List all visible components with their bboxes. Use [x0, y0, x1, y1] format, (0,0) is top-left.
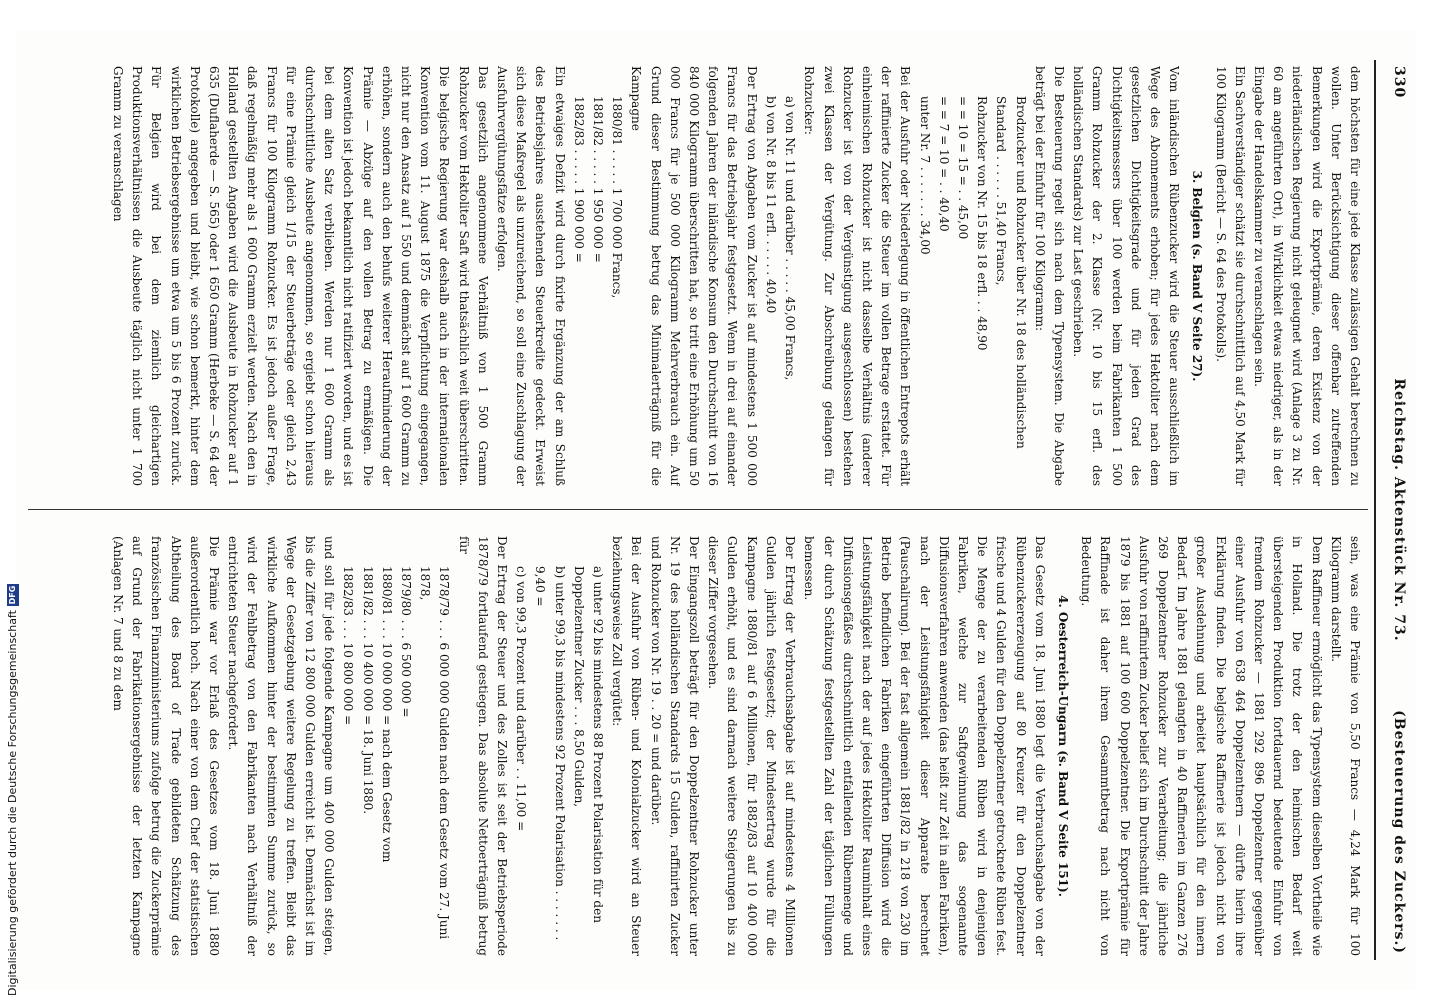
paragraph: dem höchsten für eine jede Klasse zulässigen Gehalt berechnen zu wollen. Unter Berücksichtigung dieser offenbar zutreffenden Bemerkungen wird die Exportprämie, deren Existenz von der niederländischen Regierung nicht geleugnet wird (Anlage 3 zu Nr. 60 am angeführten Ort), in Wirklichkeit etwas niedriger, als in der Eingabe der Handelskammer zu veranschlagen sein.: [1251, 66, 1362, 486]
tariff-line: 1881/82 . . . . . 1 950 000 =: [591, 96, 606, 263]
revenue-line: 1881/82 . . . 10 400 000 = 18. Juni 1880.: [360, 566, 375, 815]
right-column: [34, 536, 1364, 956]
left-column: [34, 66, 1364, 486]
paragraph: Der Ertrag der Steuer und des Zolles ist seit der Betriebsperiode 1878/79 fortlaufend gestiegen. Das absolute Nettoerträgniß betrug für: [456, 536, 510, 956]
paragraph: Der Eingangszoll beträgt für den Doppelzentner Rohzucker unter Nr. 19 des holländischen Standards 15 Gulden, raffinirten Zucker und Rohzucker von Nr. 19 . . 20 = und darüber.: [648, 536, 702, 956]
paragraph: Der Ertrag von Abgaben vom Zucker ist auf mindestens 1 500 000 Francs für das Betriebsjahr festgesetzt. Wenn in drei auf einander folgenden Jahren der inländische Konsum den Durchschnitt von 16 840 000 Kilogramm überschritten hat, so tritt eine Erhöhung um 50 000 Francs für je 500 000 Kilogramm Mehrverbrauch ein. Auf Grund dieser Bestimmung betrug das Minimalerträgniß für die Kampagne: [629, 66, 759, 486]
revenue-line: 1882/83 . . . 10 800 000 =: [341, 566, 356, 726]
tariff-line: unter Nr. 7 . . . . . . . 34,00: [917, 96, 932, 255]
tariff-line: = = 10 = 15 = . . 45,00: [955, 96, 970, 240]
tariff-line: b) von Nr. 8 bis 11 erfl. . . . . . 40,40: [763, 96, 778, 314]
paragraph: Das Gesetz vom 18. Juni 1880 legt die Verbrauchsabgabe von der Rübenzuckererzeugung auf 80 Kreuzer für den Doppelzentner frische und 4 Gulden für den Doppelzentner getrocknete Rüben fest. Die Menge der zu verarbeitenden Rüben wird in denjenigen Fabriken, welche zur Saftgewinnung das sogenannte Diffusionsverfahren anwenden (das heißt zur Zeit in allen Fabriken), nach der Leistungsfähigkeit dieser Apparate berechnet (Pauschalirung). Bei der fast allgemein 1881/82 in 218 von 230 im Betrieb befindlichen Fabriken eingeführten Diffusion wird die Leistungsfähigkeit nach der auf jedes Hektoliter Rauminhalt eines Diffusionsgefäßes durchschnittlich entfallenden Rübenmenge und der durch Schätzung festgestellten Zahl der täglichen Füllungen bemessen.: [802, 536, 1047, 956]
page-number: 330: [1391, 66, 1407, 99]
paragraph: Bei der Ausfuhr von Rüben- und Kolonialzucker wird an Steuer beziehungsweise Zoll vergütet:: [610, 536, 644, 956]
dfg-logo: DFG: [7, 585, 17, 605]
column-divider: [28, 509, 1368, 510]
digitization-credit: [6, 584, 19, 996]
paragraph: Die Besteuerung regelt sich nach dem Typensystem. Die Abgabe beträgt bei der Einfuhr für 100 Kilogramm:: [1032, 66, 1066, 486]
paragraph: sein, was eine Prämie von 5,50 Francs — 4,24 Mark für 100 Kilogramm darstellt.: [1328, 536, 1362, 956]
tariff-line: Rohzucker von Nr. 15 bis 18 erfl. . . 48,90: [975, 96, 990, 351]
tariff-line: b) unter 99,3 bis mindestens 92 Prozent Polarisation . . . . . . . 9,40 =: [533, 566, 567, 941]
section-title: (Besteuerung des Zuckers.): [1391, 710, 1407, 954]
paragraph: Vom inländischen Rübenzucker wird die Steuer ausschließlich im Wege des Abonnements erhoben; für jedes Hektoliter nach dem gesetzlichen Dichtigkeitsgrade und für jeden Grad des Dichtigkeitsmessers über 100 werden beim Fabrikanten 1 500 Gramm Rohzucker der 2. Klasse (Nr. 10 bis 15 erfl. des holländischen Standards) zur Last geschrieben.: [1071, 66, 1182, 486]
revenue-line: 1878/79 . . . 6 000 000 Gulden nach dem Gesetz vom 27. Juni 1878,: [418, 566, 452, 940]
running-title: Reichstag. Aktenstück Nr. 73.: [1391, 378, 1407, 642]
section-heading-austria-hungary: 4. Oesterreich-Ungarn (s. Band V Seite 151).: [1055, 595, 1070, 897]
scanned-page: [16, 30, 1416, 990]
paragraph: Ein etwaiges Defizit wird durch fixirte Ergänzung der am Schluß des Betriebsjahres ausstehenden Steuerkredite gedeckt. Erweist sich diese Maßregel als unzureichend, so soll eine Zuschlagung der Ausfuhrvergütungsfätze erfolgen.: [495, 66, 567, 486]
paragraph: Bei der Ausfuhr oder Niederlegung in öffentlichen Entrepots erhält der raffinierte Zucker die Steuer im vollen Betrage erstattet. Für einheimischen Rohzucker ist nicht dasselbe Verhältnis (anderer Rohzucker ist von der Vergünstigung ausgeschlossen) bestehen zwei Klassen der Vergütung. Zur Abschreibung gelangen für Rohzucker:: [802, 66, 913, 486]
paragraph: Das gesetzlich angenommene Verhältniß von 1 500 Gramm Rohzucker vom Hektoliter Saft wird thatsächlich weit überschritten. Die belgische Regierung war deshalb auch in der internationalen Konvention vom 11. August 1875 die Verpflichtung eingegangen, nicht nur den Ansatz auf 1 550 und demnächst auf 1 600 Gramm zu erhöhen, sondern auch den behufs weiterer Heraufminderung der Prämie — Abzüge auf den vollen Betrag zu ermäßigen. Die Konvention ist jedoch bekanntlich nicht ratifiziert worden, und es ist bei dem alten Satz verblieben. Werden nur 1 600 Gramm als durchschnittliche Ausbeute angenommen, so ergiebt schon hieraus für eine Prämie gleich 1/15 der Steuerbeträge oder gleich 2,43 Francs für 100 Kilogramm Rohzucker. Es ist jedoch außer Frage, daß regelmäßig mehr als 1 600 Gramm erzielt werden. Nach den in Holland gestellten Angaben wird die Ausbeute in Rohzucker auf 1 635 (Duflaherde — S. 565) oder 1 650 Gramm (Herbeke — S. 64 der Protokolle) angegeben und bleibt, wie schon bemerkt, hinter dem wirklichen Betriebsergebnisse um etwa um 5 bis 6 Prozent zurück. Für Belgien wird bei dem ziemlich gleichartigen Produktionsverhältnissen die Ausbeute täglich nicht unter 1 700 Gramm zu veranschlagen: [111, 66, 490, 486]
paragraph: Ein Sachverständiger schätzt sie durchschnittlich auf 4,50 Mark für 100 Kilogramm (Bericht — S. 64 des Protokolls).: [1213, 66, 1247, 486]
paragraph: Die Prämie war vor Erlaß des Gesetzes vom 18. Juni 1880 außerordentlich hoch. Nach einer von dem Chef der statistischen Abtheilung des Board of Trade gebildeten Schätzung des französischen Finanzministeriums zufolge betrug die Zuckerprämie auf Grund der Fabrikationsergebnisse der letzten Kampagne (Anlagen Nr. 7 und 8 zu dem: [111, 536, 222, 956]
tariff-line: 1880/81 . . . . . 1 700 000 Francs,: [610, 96, 625, 299]
paragraph: Dem Raffineur ermöglicht das Typensystem dieselben Vortheile wie in Holland. Die trotz der den heimischen Bedarf weit übersteigenden Produktion fortdauernd bedeutende Einfuhr von fremdem Rohzucker — 1881 292 896 Doppelzentner gegenüber einer Ausfuhr von 638 464 Doppelzentnern — dürfte hierin ihre Erklärung finden. Die belgische Raffinerie ist jedoch nicht von großer Ausdehnung und arbeitet hauptsächlich für den innern Bedarf. Im Jahre 1881 gelangten in 40 Raffinerien im Ganzen 276 269 Doppelzentner Rohzucker zur Verarbeitung; die jährliche Ausfuhr von raffinirtem Zucker belief sich im Durchschnitt der Jahre 1879 bis 1881 auf 100 600 Doppelzentner. Die Exportprämie für Raffinade ist daher ihrem Gesammtbetrag nach nicht von Bedeutung.: [1079, 536, 1324, 956]
credit-text: Digitalisierung gefördert durch die Deutsche Forschungsgemeinschaft: [6, 610, 19, 996]
paragraph: und soll für jede folgende Kampagne um 400 000 Gulden steigen, bis die Ziffer von 12 800 000 Gulden erreicht ist. Demnächst ist im Wege der Gesetzgebung weitere Regelung zu treffen. Bleibt das wirkliche Aufkommen hinter der bestimmten Summe zurück, so wird der Fehlbetrag von den Fabrikanten nach Verhältniß der entrichteten Steuer nachgefordert.: [226, 536, 337, 956]
revenue-line: 1879/80 . . . 6 500 000 =: [399, 566, 414, 718]
revenue-line: 1880/81 . . . 10 000 000 = nach dem Gesetz vom: [379, 566, 394, 863]
tariff-line: a) von Nr. 11 und darüber . . . . . 45,00 Francs,: [783, 96, 798, 381]
tariff-line: a) unter 92 bis mindestens 88 Prozent Polarisation für den Doppelzentner Zucker . . . 8,50 Gulden,: [571, 566, 606, 923]
page-header: [1384, 66, 1408, 954]
tariff-line: c) von 99,3 Prozent und darüber . . 11,00 =: [514, 566, 529, 832]
header-rule: [1374, 60, 1376, 960]
section-heading-belgium: 3. Belgien (s. Band V Seite 27).: [1190, 170, 1205, 382]
tariff-line: = = 7 = 10 = . . 40,40: [936, 96, 951, 232]
tariff-line: Brodzucker und Rohzucker über Nr. 18 des holländischen Standard . . . . . . 51,40 Francs,: [994, 96, 1028, 449]
tariff-line: 1882/83 . . . . . 1 900 000 =: [571, 96, 586, 263]
paragraph: Der Ertrag der Verbrauchsabgabe ist auf mindestens 4 Millionen Gulden jährlich festgesetzt; der Mindestertrag wurde für die Kampagne 1880/81 auf 6 Millionen, für 1882/83 auf 10 400 000 Gulden erhöht, und es sind darnach weitere Steigerungen bis zu dieser Ziffer vorgesehen.: [706, 536, 798, 956]
